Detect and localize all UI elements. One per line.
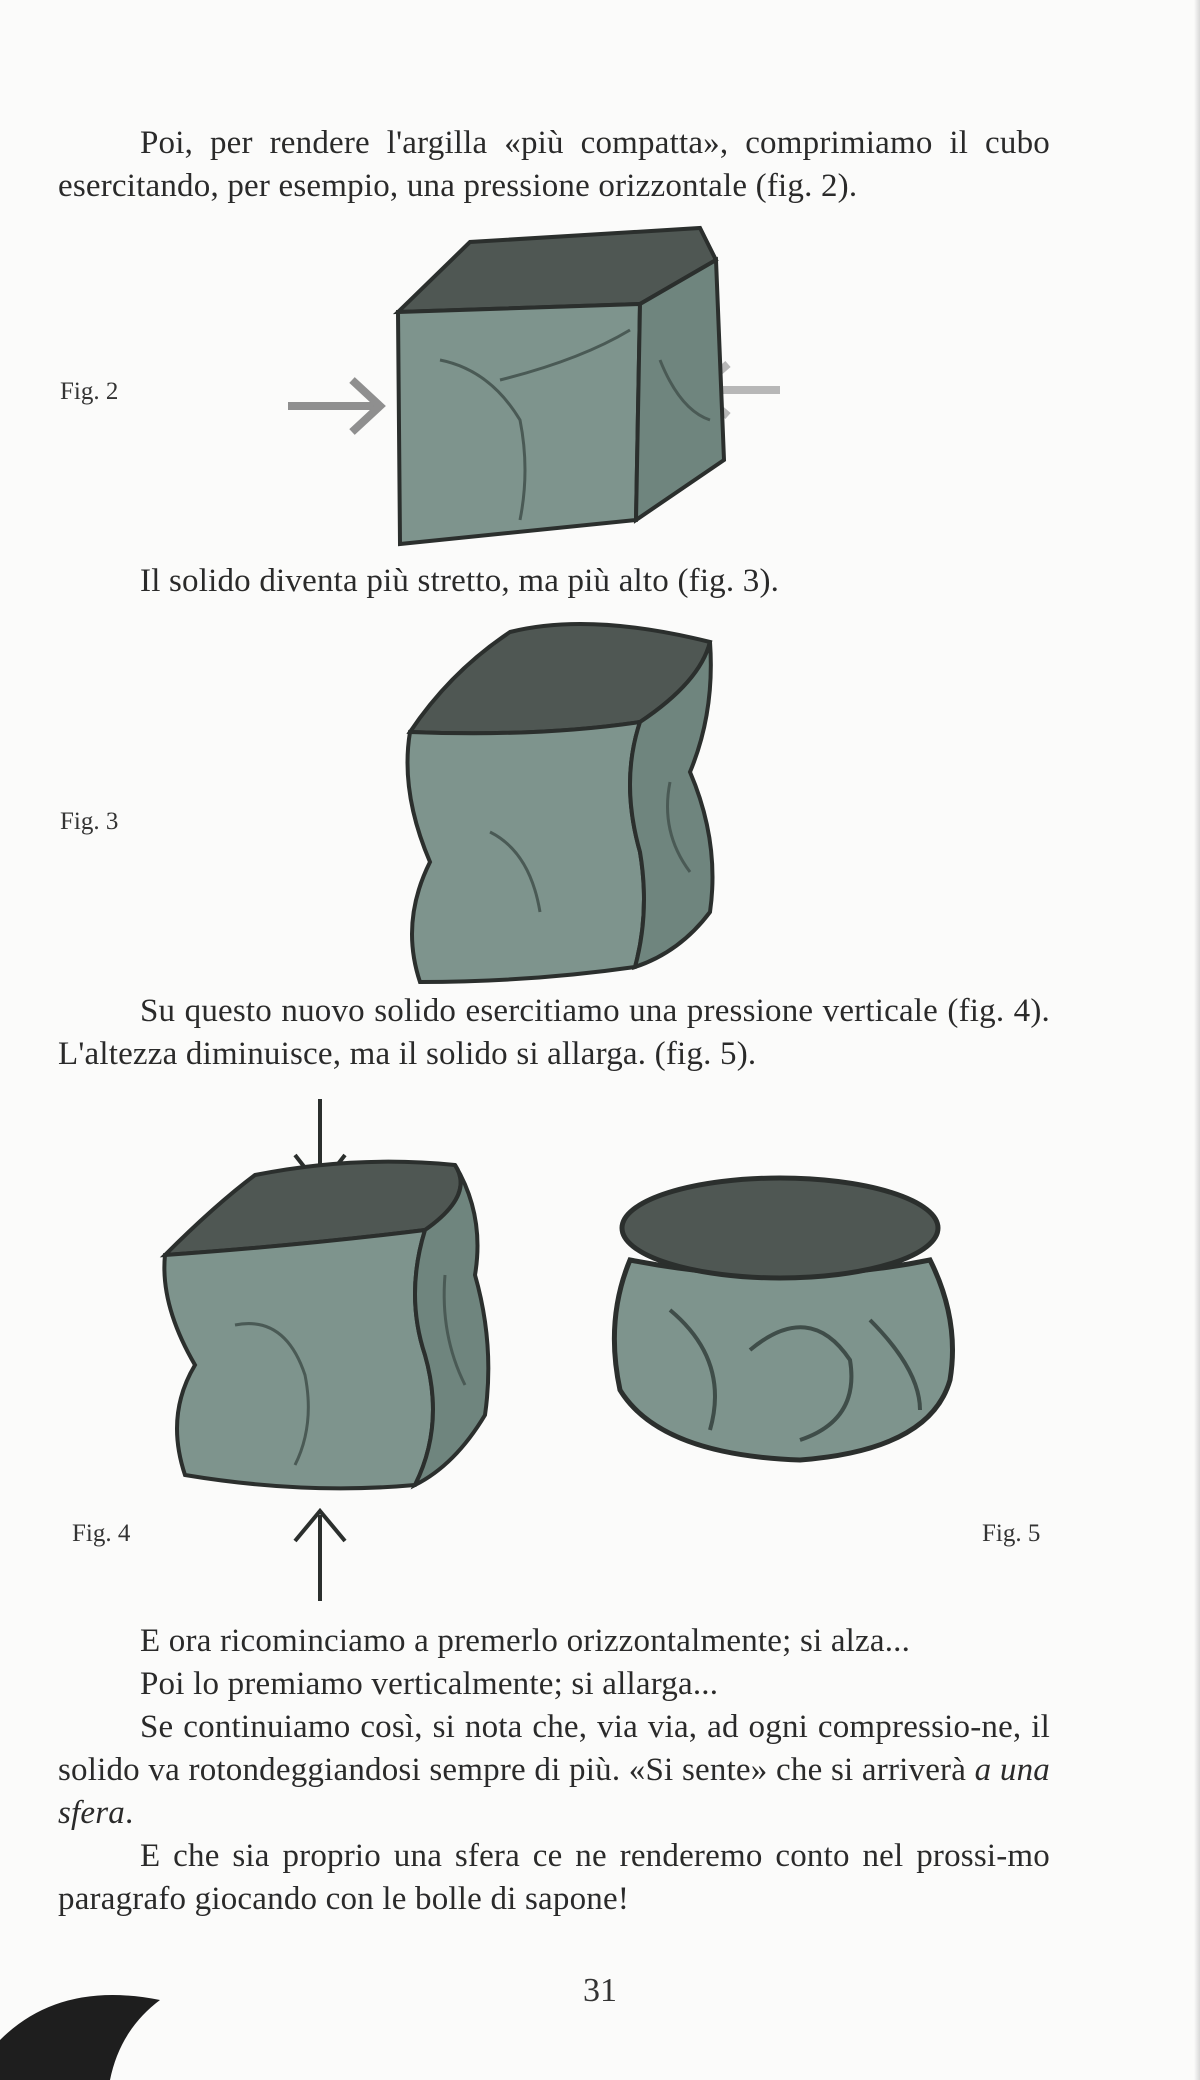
figure-2-illustration xyxy=(280,220,800,560)
figure-label-2: Fig. 2 xyxy=(60,378,119,405)
paragraph-vertical-again xyxy=(58,1663,1050,1706)
solid-front xyxy=(408,722,645,982)
page-edge xyxy=(1194,0,1200,2080)
paragraph-text: Su questo nuovo solido esercitiamo una pressione verticale (fig. 4). L'altezza diminuisce, ma il solido si allarga. (fig. 5). xyxy=(58,993,1050,1072)
figure-3-illustration xyxy=(390,612,730,992)
arrow-right-icon xyxy=(288,380,380,432)
cube-front xyxy=(398,304,640,544)
figure-label-4: Fig. 4 xyxy=(72,1520,131,1547)
paragraph-intro xyxy=(58,122,1050,208)
paragraph-sphere-hint xyxy=(58,1706,1050,1835)
solid-top xyxy=(622,1178,938,1278)
cube-side xyxy=(636,260,724,520)
figure-label-3: Fig. 3 xyxy=(60,808,119,835)
paragraph-text: Poi lo premiamo verticalmente; si allarga... xyxy=(140,1666,719,1702)
figure-4-illustration xyxy=(155,1095,495,1605)
paragraph-text-end: . xyxy=(125,1795,134,1831)
thumb-shadow xyxy=(0,1970,240,2080)
paragraph-text: Se continuiamo così, si nota che, via via, ad ogni compressio-ne, il solido va rotondeggiandosi sempre di più. «Si sente» che si arriverà xyxy=(58,1709,1050,1788)
arrow-up-icon xyxy=(295,1511,345,1601)
paragraph-text: Il solido diventa più stretto, ma più alto (fig. 3). xyxy=(140,563,780,599)
paragraph-text: E ora ricominciamo a premerlo orizzontalmente; si alza... xyxy=(140,1623,911,1659)
figure-label-5: Fig. 5 xyxy=(982,1520,1041,1547)
page-number: 31 xyxy=(583,1972,617,2009)
paragraph-soap-bubbles xyxy=(58,1835,1050,1921)
paragraph-narrower xyxy=(58,560,1050,603)
emphasis-sphere: a una sfera xyxy=(58,1752,1051,1831)
paragraph-text: E che sia proprio una sfera ce ne renderemo conto nel prossi-mo paragrafo giocando con le bolle di sapone! xyxy=(58,1838,1050,1917)
paragraph-text: Poi, per rendere l'argilla «più compatta», comprimiamo il cubo esercitando, per esempio, una pressione orizzontale (fig. 2). xyxy=(58,125,1050,204)
figure-5-illustration xyxy=(600,1170,960,1470)
paragraph-horizontal-again xyxy=(58,1620,1050,1663)
paragraph-vertical-pressure xyxy=(58,990,1050,1076)
